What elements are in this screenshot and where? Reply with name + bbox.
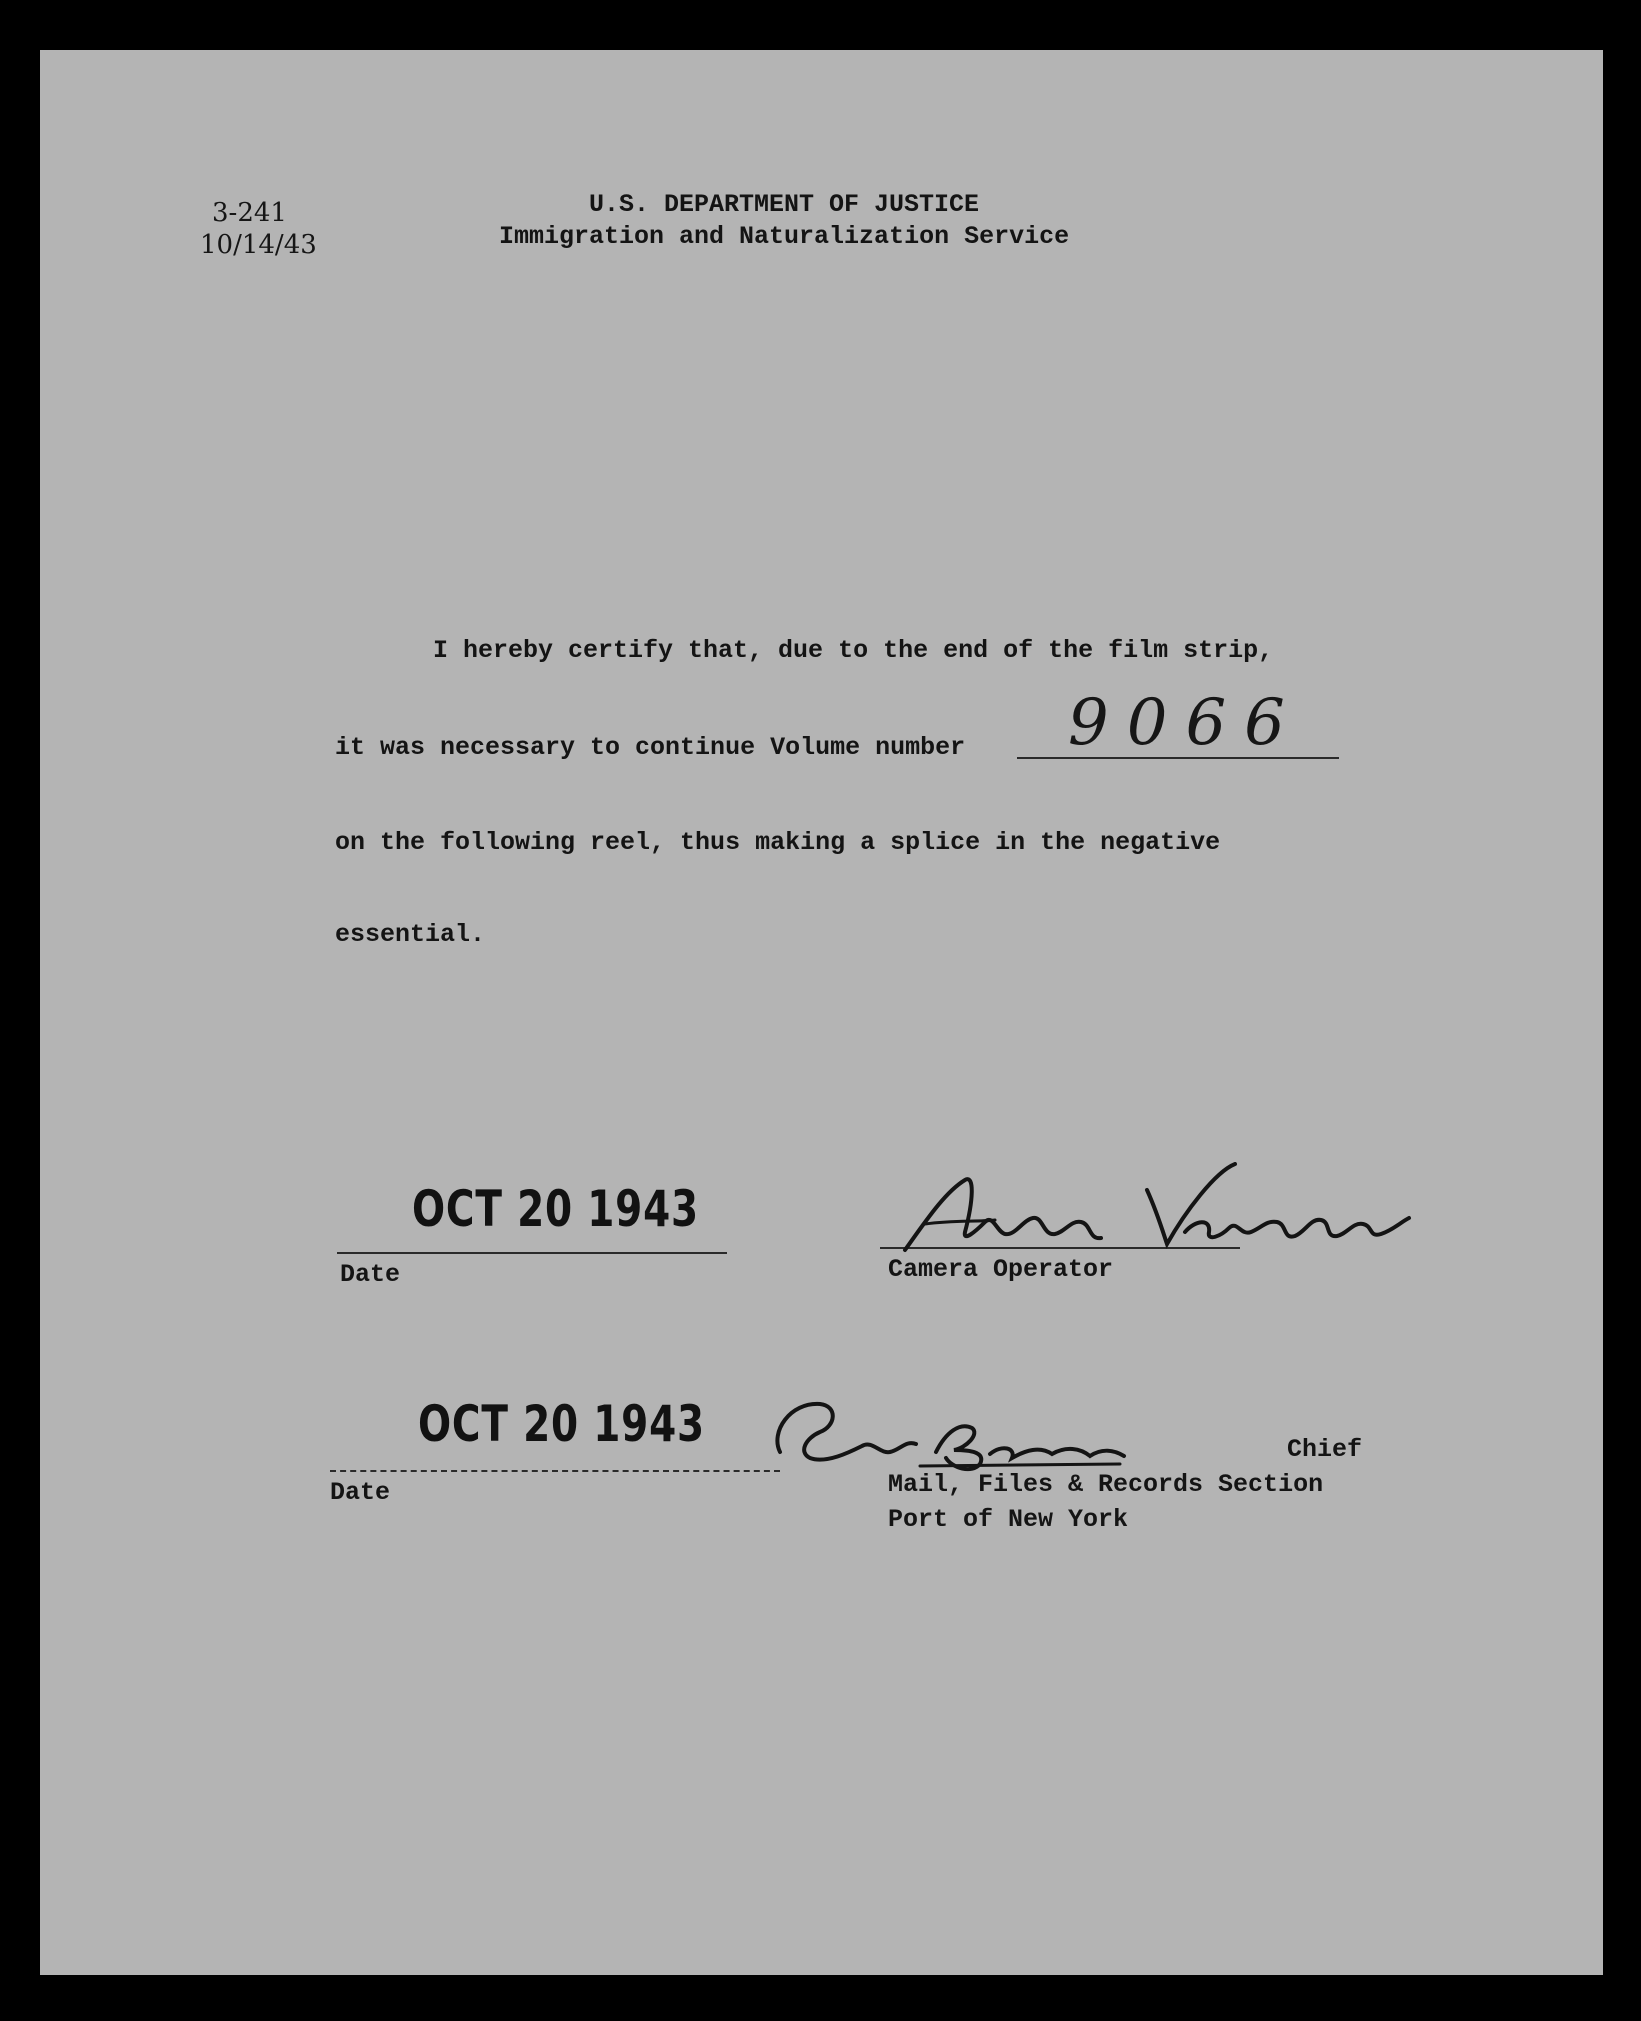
service-subheading: Immigration and Naturalization Service bbox=[499, 222, 1070, 251]
certification-line-1: I hereby certify that, due to the end of the film strip, bbox=[433, 636, 1274, 665]
department-heading: U.S. DEPARTMENT OF JUSTICE bbox=[589, 190, 980, 219]
certification-line-3: on the following reel, thus making a splice in the negative bbox=[335, 828, 1221, 857]
date-stamp-2: OCT 20 1943 bbox=[418, 1395, 705, 1453]
form-revision-date: 10/14/43 bbox=[200, 230, 317, 260]
date-label-2: Date bbox=[330, 1478, 391, 1507]
volume-number: 9066 bbox=[1068, 686, 1303, 760]
date-line-2 bbox=[330, 1470, 780, 1472]
chief-title: Chief bbox=[1287, 1435, 1363, 1464]
document-sheet bbox=[40, 50, 1603, 1975]
certification-line-2: it was necessary to continue Volume number bbox=[335, 733, 966, 762]
camera-operator-title: Camera Operator bbox=[888, 1255, 1114, 1284]
date-line-1 bbox=[337, 1252, 727, 1254]
certification-line-4: essential. bbox=[335, 920, 486, 949]
date-label-1: Date bbox=[340, 1260, 401, 1289]
chief-section: Mail, Files & Records Section bbox=[888, 1470, 1324, 1499]
date-stamp-1: OCT 20 1943 bbox=[412, 1180, 699, 1238]
form-number: 3-241 bbox=[212, 198, 287, 228]
chief-signature bbox=[740, 1392, 1180, 1482]
chief-port: Port of New York bbox=[888, 1505, 1129, 1534]
